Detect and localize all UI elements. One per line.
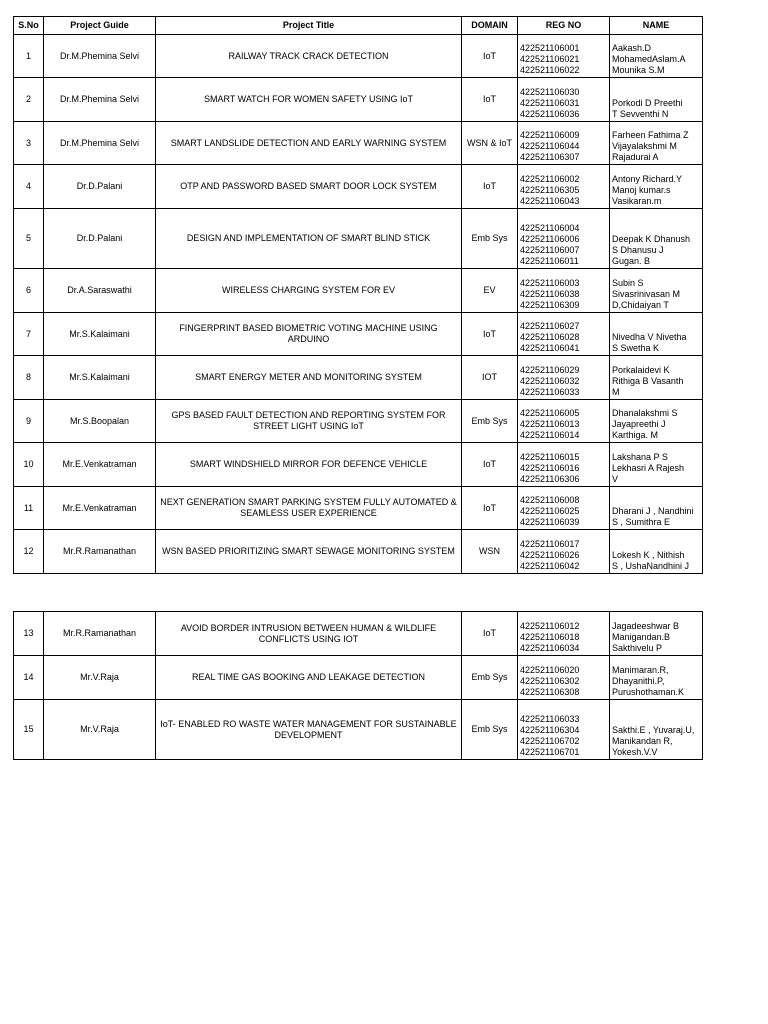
reg-no-cell: 422521106033 422521106304 422521106702 422521106701	[518, 700, 610, 760]
project-title-cell: WSN BASED PRIORITIZING SMART SEWAGE MONITORING SYSTEM	[156, 530, 462, 574]
table-row	[14, 356, 703, 400]
project-guide-cell: Dr.A.Saraswathi	[44, 269, 156, 313]
sno-cell: 9	[14, 400, 44, 443]
table-row	[14, 612, 703, 656]
domain-cell: Emb Sys	[462, 700, 518, 760]
project-title-cell: NEXT GENERATION SMART PARKING SYSTEM FULLY AUTOMATED & SEAMLESS USER EXPERIENCE	[156, 487, 462, 530]
student-names-cell: Farheen Fathima Z Vijayalakshmi M Rajadurai A	[610, 122, 703, 165]
project-guide-cell: Mr.S.Kalaimani	[44, 356, 156, 400]
reg-no-cell: 422521106005 422521106013 422521106014	[518, 400, 610, 443]
student-names-cell: Lokesh K , Nithish S , UshaNandhini J	[610, 530, 703, 574]
project-guide-cell: Dr.M.Phemina Selvi	[44, 78, 156, 122]
student-names-cell: Porkodi D Preethi T Sevventhi N	[610, 78, 703, 122]
sno-cell: 1	[14, 35, 44, 78]
header-name: NAME	[610, 17, 703, 35]
sno-cell: 13	[14, 612, 44, 656]
table-row	[14, 313, 703, 356]
project-title-cell: SMART ENERGY METER AND MONITORING SYSTEM	[156, 356, 462, 400]
header-sno: S.No	[14, 17, 44, 35]
header-project-guide: Project Guide	[44, 17, 156, 35]
project-guide-cell: Mr.E.Venkatraman	[44, 443, 156, 487]
project-title-cell: DESIGN AND IMPLEMENTATION OF SMART BLIND STICK	[156, 209, 462, 269]
project-title-cell: REAL TIME GAS BOOKING AND LEAKAGE DETECTION	[156, 656, 462, 700]
table-row	[14, 122, 703, 165]
project-guide-cell: Mr.V.Raja	[44, 700, 156, 760]
sno-cell: 3	[14, 122, 44, 165]
sno-cell: 2	[14, 78, 44, 122]
reg-no-cell: 422521106004 422521106006 422521106007 422521106011	[518, 209, 610, 269]
project-guide-cell: Mr.S.Kalaimani	[44, 313, 156, 356]
table-row	[14, 487, 703, 530]
domain-cell: IoT	[462, 612, 518, 656]
sno-cell: 10	[14, 443, 44, 487]
reg-no-cell: 422521106001 422521106021 422521106022	[518, 35, 610, 78]
student-names-cell: Dhanalakshmi S Jayapreethi J Karthiga. M	[610, 400, 703, 443]
student-names-cell: Sakthi.E , Yuvaraj.U, Manikandan R, Yokesh.V.V	[610, 700, 703, 760]
table-row	[14, 530, 703, 574]
student-names-cell: Lakshana P S Lekhasri A Rajesh V	[610, 443, 703, 487]
domain-cell: IoT	[462, 487, 518, 530]
project-guide-cell: Mr.E.Venkatraman	[44, 487, 156, 530]
table-row	[14, 78, 703, 122]
student-names-cell: Aakash.D MohamedAslam.A Mounika S.M	[610, 35, 703, 78]
domain-cell: IoT	[462, 313, 518, 356]
project-guide-cell: Dr.M.Phemina Selvi	[44, 35, 156, 78]
reg-no-cell: 422521106027 422521106028 422521106041	[518, 313, 610, 356]
sno-cell: 8	[14, 356, 44, 400]
reg-no-cell: 422521106020 422521106302 422521106308	[518, 656, 610, 700]
project-title-cell: AVOID BORDER INTRUSION BETWEEN HUMAN & WILDLIFE CONFLICTS USING IOT	[156, 612, 462, 656]
student-names-cell: Antony Richard.Y Manoj kumar.s Vasikaran.m	[610, 165, 703, 209]
domain-cell: Emb Sys	[462, 656, 518, 700]
table-row	[14, 165, 703, 209]
sno-cell: 12	[14, 530, 44, 574]
project-guide-cell: Mr.V.Raja	[44, 656, 156, 700]
reg-no-cell: 422521106015 422521106016 422521106306	[518, 443, 610, 487]
table-row	[14, 400, 703, 443]
header-row	[14, 17, 703, 35]
domain-cell: EV	[462, 269, 518, 313]
reg-no-cell: 422521106003 422521106038 422521106309	[518, 269, 610, 313]
domain-cell: WSN & IoT	[462, 122, 518, 165]
student-names-cell: Subin S Sivasrinivasan M D,Chidaiyan T	[610, 269, 703, 313]
reg-no-cell: 422521106012 422521106018 422521106034	[518, 612, 610, 656]
student-names-cell: Porkalaidevi K Rithiga B Vasanth M	[610, 356, 703, 400]
reg-no-cell: 422521106009 422521106044 422521106307	[518, 122, 610, 165]
reg-no-cell: 422521106017 422521106026 422521106042	[518, 530, 610, 574]
reg-no-cell: 422521106008 422521106025 422521106039	[518, 487, 610, 530]
header-domain: DOMAIN	[462, 17, 518, 35]
table-row	[14, 656, 703, 700]
domain-cell: Emb Sys	[462, 400, 518, 443]
project-guide-cell: Mr.R.Ramanathan	[44, 530, 156, 574]
project-guide-cell: Dr.D.Palani	[44, 209, 156, 269]
student-names-cell: Dharani J , Nandhini S , Sumithra E	[610, 487, 703, 530]
project-title-cell: SMART WINDSHIELD MIRROR FOR DEFENCE VEHICLE	[156, 443, 462, 487]
project-title-cell: IoT- ENABLED RO WASTE WATER MANAGEMENT FOR SUSTAINABLE DEVELOPMENT	[156, 700, 462, 760]
project-title-cell: SMART WATCH FOR WOMEN SAFETY USING IoT	[156, 78, 462, 122]
project-title-cell: OTP AND PASSWORD BASED SMART DOOR LOCK SYSTEM	[156, 165, 462, 209]
project-title-cell: SMART LANDSLIDE DETECTION AND EARLY WARNING SYSTEM	[156, 122, 462, 165]
project-table-part-1	[13, 16, 703, 574]
project-title-cell: WIRELESS CHARGING SYSTEM FOR EV	[156, 269, 462, 313]
sno-cell: 6	[14, 269, 44, 313]
project-title-cell: RAILWAY TRACK CRACK DETECTION	[156, 35, 462, 78]
domain-cell: IoT	[462, 443, 518, 487]
domain-cell: IoT	[462, 35, 518, 78]
header-project-title: Project Title	[156, 17, 462, 35]
sno-cell: 7	[14, 313, 44, 356]
reg-no-cell: 422521106002 422521106305 422521106043	[518, 165, 610, 209]
project-guide-cell: Dr.D.Palani	[44, 165, 156, 209]
project-guide-cell: Mr.S.Boopalan	[44, 400, 156, 443]
sno-cell: 15	[14, 700, 44, 760]
table-row	[14, 700, 703, 760]
project-guide-cell: Mr.R.Ramanathan	[44, 612, 156, 656]
student-names-cell: Deepak K Dhanush S Dhanusu J Gugan. B	[610, 209, 703, 269]
student-names-cell: Nivedha V Nivetha S Swetha K	[610, 313, 703, 356]
table-row	[14, 443, 703, 487]
sno-cell: 14	[14, 656, 44, 700]
project-guide-cell: Dr.M.Phemina Selvi	[44, 122, 156, 165]
sno-cell: 4	[14, 165, 44, 209]
student-names-cell: Jagadeeshwar B Manigandan.B Sakthivelu P	[610, 612, 703, 656]
project-title-cell: FINGERPRINT BASED BIOMETRIC VOTING MACHINE USING ARDUINO	[156, 313, 462, 356]
reg-no-cell: 422521106030 422521106031 422521106036	[518, 78, 610, 122]
domain-cell: IoT	[462, 78, 518, 122]
domain-cell: Emb Sys	[462, 209, 518, 269]
reg-no-cell: 422521106029 422521106032 422521106033	[518, 356, 610, 400]
sno-cell: 11	[14, 487, 44, 530]
domain-cell: WSN	[462, 530, 518, 574]
header-reg-no: REG NO	[518, 17, 610, 35]
domain-cell: IOT	[462, 356, 518, 400]
domain-cell: IoT	[462, 165, 518, 209]
table-row	[14, 35, 703, 78]
table-row	[14, 209, 703, 269]
project-title-cell: GPS BASED FAULT DETECTION AND REPORTING SYSTEM FOR STREET LIGHT USING IoT	[156, 400, 462, 443]
sno-cell: 5	[14, 209, 44, 269]
table-row	[14, 269, 703, 313]
project-table-part-2	[13, 611, 703, 760]
student-names-cell: Manimaran.R, Dhayanithi.P, Purushothaman.K	[610, 656, 703, 700]
